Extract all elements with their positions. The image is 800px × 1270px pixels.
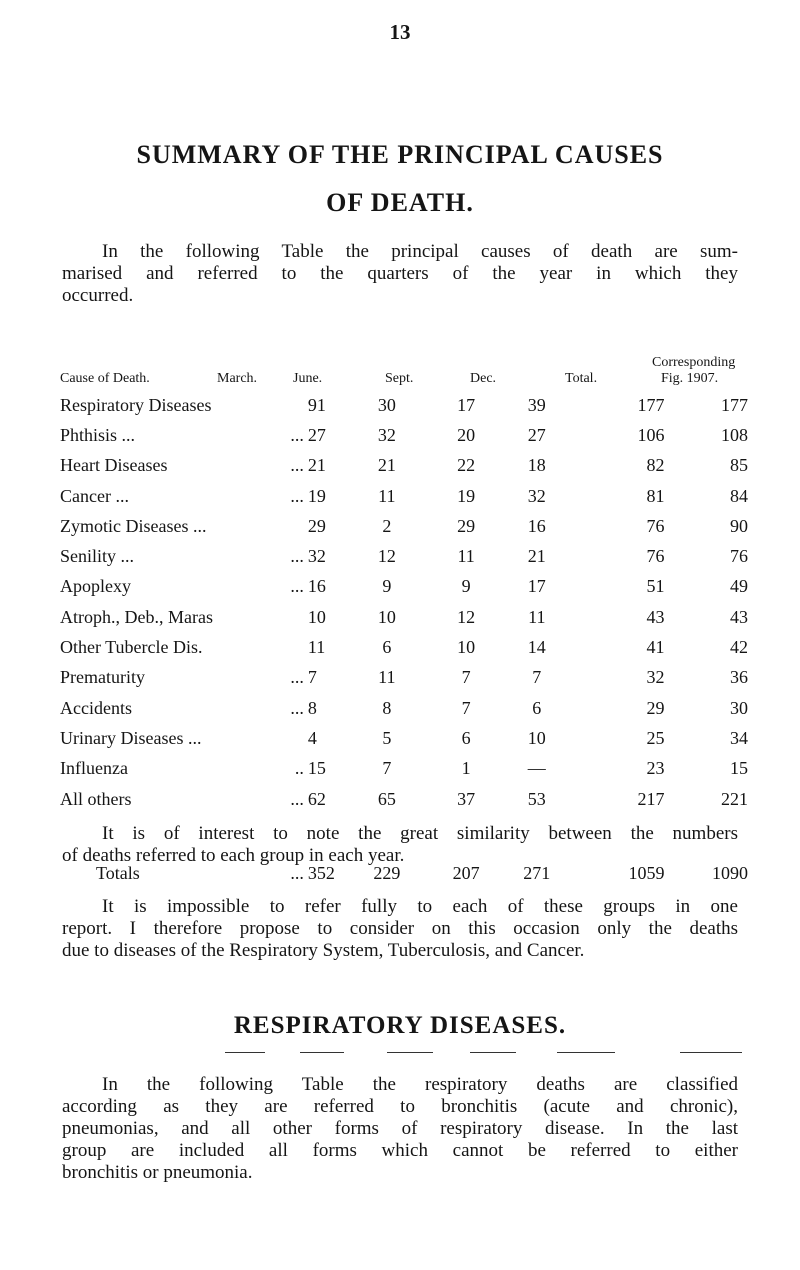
table-row (60, 511, 750, 541)
june-cell: 6 (382, 637, 392, 658)
table-row (60, 723, 750, 753)
similarity-paragraph (62, 823, 738, 867)
sept-cell: 9 (461, 576, 471, 597)
cause-cell: Urinary Diseases ... (60, 727, 202, 748)
causes-of-death-table (60, 390, 750, 888)
june-cell: 8 (382, 697, 392, 718)
cause-cell: Apoplexy (60, 576, 131, 597)
header-fig-line1: Corresponding (652, 355, 736, 370)
rule-fig (680, 1052, 742, 1053)
leader-dots: ... (290, 667, 304, 688)
fig-1907-cell: 30 (730, 697, 748, 718)
june-cell: 21 (377, 455, 396, 476)
dec-cell: 10 (527, 727, 546, 748)
june-cell: 11 (378, 485, 396, 506)
dec-cell: 16 (527, 515, 546, 536)
sept-cell: 10 (457, 637, 476, 658)
total-cell: 23 (646, 758, 665, 779)
paragraph-line: pneumonias, and all other forms of respiratory disease. In the last (62, 1118, 738, 1139)
sept-cell: 37 (457, 788, 476, 809)
june-cell: 9 (382, 576, 392, 597)
leader-dots: ... (290, 546, 304, 567)
sept-cell: 6 (461, 727, 471, 748)
table-row (60, 784, 750, 814)
fig-1907-cell: 177 (721, 394, 748, 415)
march-cell: 15 (307, 758, 326, 779)
cause-cell: Senility ... (60, 546, 135, 567)
fig-1907-cell: 15 (730, 758, 748, 779)
march-cell: 7 (307, 667, 317, 688)
paragraph-line: of deaths referred to each group in each year. (62, 845, 405, 866)
table-row (60, 481, 750, 511)
dec-cell: 53 (527, 788, 546, 809)
march-cell: 8 (307, 697, 317, 718)
paragraph-line: bronchitis or pneumonia. (62, 1162, 253, 1183)
dec-cell: 271 (523, 863, 551, 884)
leader-dots: ... (290, 788, 304, 809)
leader-dots (276, 390, 308, 420)
dec-cell: — (527, 758, 546, 779)
total-cell: 1059 (628, 863, 665, 884)
march-cell: 11 (307, 637, 326, 658)
table-row (60, 693, 750, 723)
march-cell: 27 (307, 424, 326, 445)
fig-1907-cell: 1090 (712, 863, 748, 884)
dec-cell: 39 (527, 394, 546, 415)
march-cell: 32 (307, 546, 326, 567)
cause-cell: Atroph., Deb., Maras (60, 606, 213, 627)
sept-cell: 20 (457, 424, 476, 445)
fig-1907-cell: 43 (730, 606, 748, 627)
respiratory-paragraph (62, 1074, 738, 1184)
leader-dots (276, 723, 308, 753)
sept-cell: 7 (461, 697, 471, 718)
cause-cell: Heart Diseases (60, 455, 168, 476)
rule-march (225, 1052, 265, 1053)
cause-cell: Influenza (60, 758, 128, 779)
total-cell: 41 (646, 637, 665, 658)
dec-cell: 7 (532, 667, 542, 688)
fig-1907-cell: 49 (730, 576, 748, 597)
leader-dots: ... (290, 485, 304, 506)
leader-dots: .. (294, 758, 304, 779)
march-cell: 10 (307, 606, 326, 627)
paragraph-line: according as they are referred to bronchitis (acute and chronic), (62, 1096, 738, 1117)
cause-cell: Zymotic Diseases ... (60, 515, 207, 536)
cause-cell: Respiratory Diseases (60, 394, 212, 415)
header-total: Total. (565, 371, 598, 386)
march-cell: 19 (307, 485, 326, 506)
cause-cell: Prematurity (60, 667, 145, 688)
table-row (60, 663, 750, 693)
header-fig-line2: Fig. 1907. (661, 371, 719, 386)
leader-dots (276, 511, 308, 541)
fig-1907-cell: 85 (730, 455, 748, 476)
june-cell: 10 (377, 606, 396, 627)
paragraph-line: report. I therefore propose to consider on this occasion only the deaths (62, 918, 738, 939)
dec-cell: 27 (527, 424, 546, 445)
leader-dots: ... (290, 576, 304, 597)
table-row (60, 602, 750, 632)
rule-sept (387, 1052, 433, 1053)
leader-dots: ... (290, 424, 304, 445)
fig-1907-cell: 108 (721, 424, 748, 445)
march-cell: 4 (307, 727, 317, 748)
paragraph-line: It is of interest to note the great similarity between the numbers (102, 823, 738, 844)
leader-dots (276, 632, 308, 662)
cause-cell: All others (60, 788, 132, 809)
table-row (60, 754, 750, 784)
march-cell: 21 (307, 455, 326, 476)
total-cell: 76 (646, 546, 665, 567)
june-cell: 229 (373, 863, 401, 884)
rule-june (300, 1052, 344, 1053)
sept-cell: 7 (461, 667, 471, 688)
dec-cell: 11 (528, 606, 546, 627)
fig-1907-cell: 34 (730, 727, 748, 748)
sept-cell: 17 (457, 394, 476, 415)
total-cell: 51 (646, 576, 665, 597)
june-cell: 30 (377, 394, 396, 415)
sept-cell: 29 (457, 515, 476, 536)
leader-dots: ... (290, 455, 304, 476)
total-cell: 43 (646, 606, 665, 627)
paragraph-line: In the following Table the respiratory deaths are classified (102, 1074, 738, 1095)
dec-cell: 6 (532, 697, 542, 718)
page-number: 13 (389, 20, 411, 44)
paragraph-line: due to diseases of the Respiratory System, Tuberculosis, and Cancer. (62, 940, 585, 961)
table-row (60, 572, 750, 602)
dec-cell: 21 (527, 546, 546, 567)
leader-dots: ... (290, 697, 304, 718)
fig-1907-cell: 221 (721, 788, 748, 809)
total-cell: 217 (637, 788, 665, 809)
cause-cell: Phthisis ... (60, 424, 136, 445)
total-cell: 25 (646, 727, 665, 748)
sept-cell: 19 (457, 485, 476, 506)
table-row (60, 451, 750, 481)
cause-cell: Accidents (60, 697, 132, 718)
june-cell: 65 (377, 788, 396, 809)
total-cell: 81 (646, 485, 665, 506)
intro-line: occurred. (62, 285, 134, 306)
dec-cell: 18 (527, 455, 546, 476)
table-row (60, 632, 750, 662)
march-cell: 16 (307, 576, 326, 597)
sept-cell: 22 (457, 455, 476, 476)
sept-cell: 11 (457, 546, 475, 567)
table-row (60, 541, 750, 571)
header-dec: Dec. (470, 371, 497, 386)
intro-line: marised and referred to the quarters of the year in which they (62, 263, 738, 284)
groups-paragraph (62, 896, 738, 962)
fig-1907-cell: 42 (730, 637, 748, 658)
paragraph-line: group are included all forms which cannot be referred to either (62, 1140, 738, 1161)
header-sept: Sept. (385, 371, 414, 386)
table-row (60, 390, 750, 420)
june-cell: 7 (382, 758, 392, 779)
rule-total (557, 1052, 615, 1053)
rule-dec (470, 1052, 516, 1053)
cause-cell: Totals (96, 863, 140, 884)
march-cell: 352 (307, 863, 335, 884)
paragraph-line: It is impossible to refer fully to each of these groups in one (102, 896, 738, 917)
total-cell: 82 (646, 455, 665, 476)
june-cell: 11 (378, 667, 396, 688)
june-cell: 32 (377, 424, 396, 445)
dec-cell: 17 (527, 576, 546, 597)
cause-cell: Other Tubercle Dis. (60, 637, 203, 658)
march-cell: 29 (307, 515, 326, 536)
intro-line: In the following Table the principal causes of death are sum- (102, 241, 738, 262)
dec-cell: 14 (527, 637, 546, 658)
fig-1907-cell: 76 (730, 546, 748, 567)
header-june: June. (293, 371, 323, 386)
total-cell: 106 (637, 424, 665, 445)
sept-cell: 12 (457, 606, 476, 627)
intro-paragraph (62, 241, 738, 307)
cause-cell: Cancer ... (60, 485, 129, 506)
leader-dots: ... (290, 863, 304, 884)
total-cell: 76 (646, 515, 665, 536)
header-cause: Cause of Death. (60, 371, 150, 386)
leader-dots (276, 602, 308, 632)
header-march: March. (217, 371, 258, 386)
table-row (60, 420, 750, 450)
june-cell: 5 (382, 727, 392, 748)
dec-cell: 32 (527, 485, 546, 506)
sept-cell: 1 (461, 758, 471, 779)
june-cell: 12 (377, 546, 396, 567)
fig-1907-cell: 36 (730, 667, 748, 688)
total-cell: 29 (646, 697, 665, 718)
fig-1907-cell: 84 (730, 485, 748, 506)
march-cell: 91 (307, 394, 326, 415)
june-cell: 2 (382, 515, 392, 536)
fig-1907-cell: 90 (730, 515, 748, 536)
page-title-continued: OF DEATH. (326, 188, 474, 217)
page-title: SUMMARY OF THE PRINCIPAL CAUSES (136, 140, 664, 169)
total-cell: 177 (637, 394, 665, 415)
total-cell: 32 (646, 667, 665, 688)
sept-cell: 207 (452, 863, 480, 884)
section-heading: RESPIRATORY DISEASES. (233, 1012, 567, 1039)
march-cell: 62 (307, 788, 326, 809)
